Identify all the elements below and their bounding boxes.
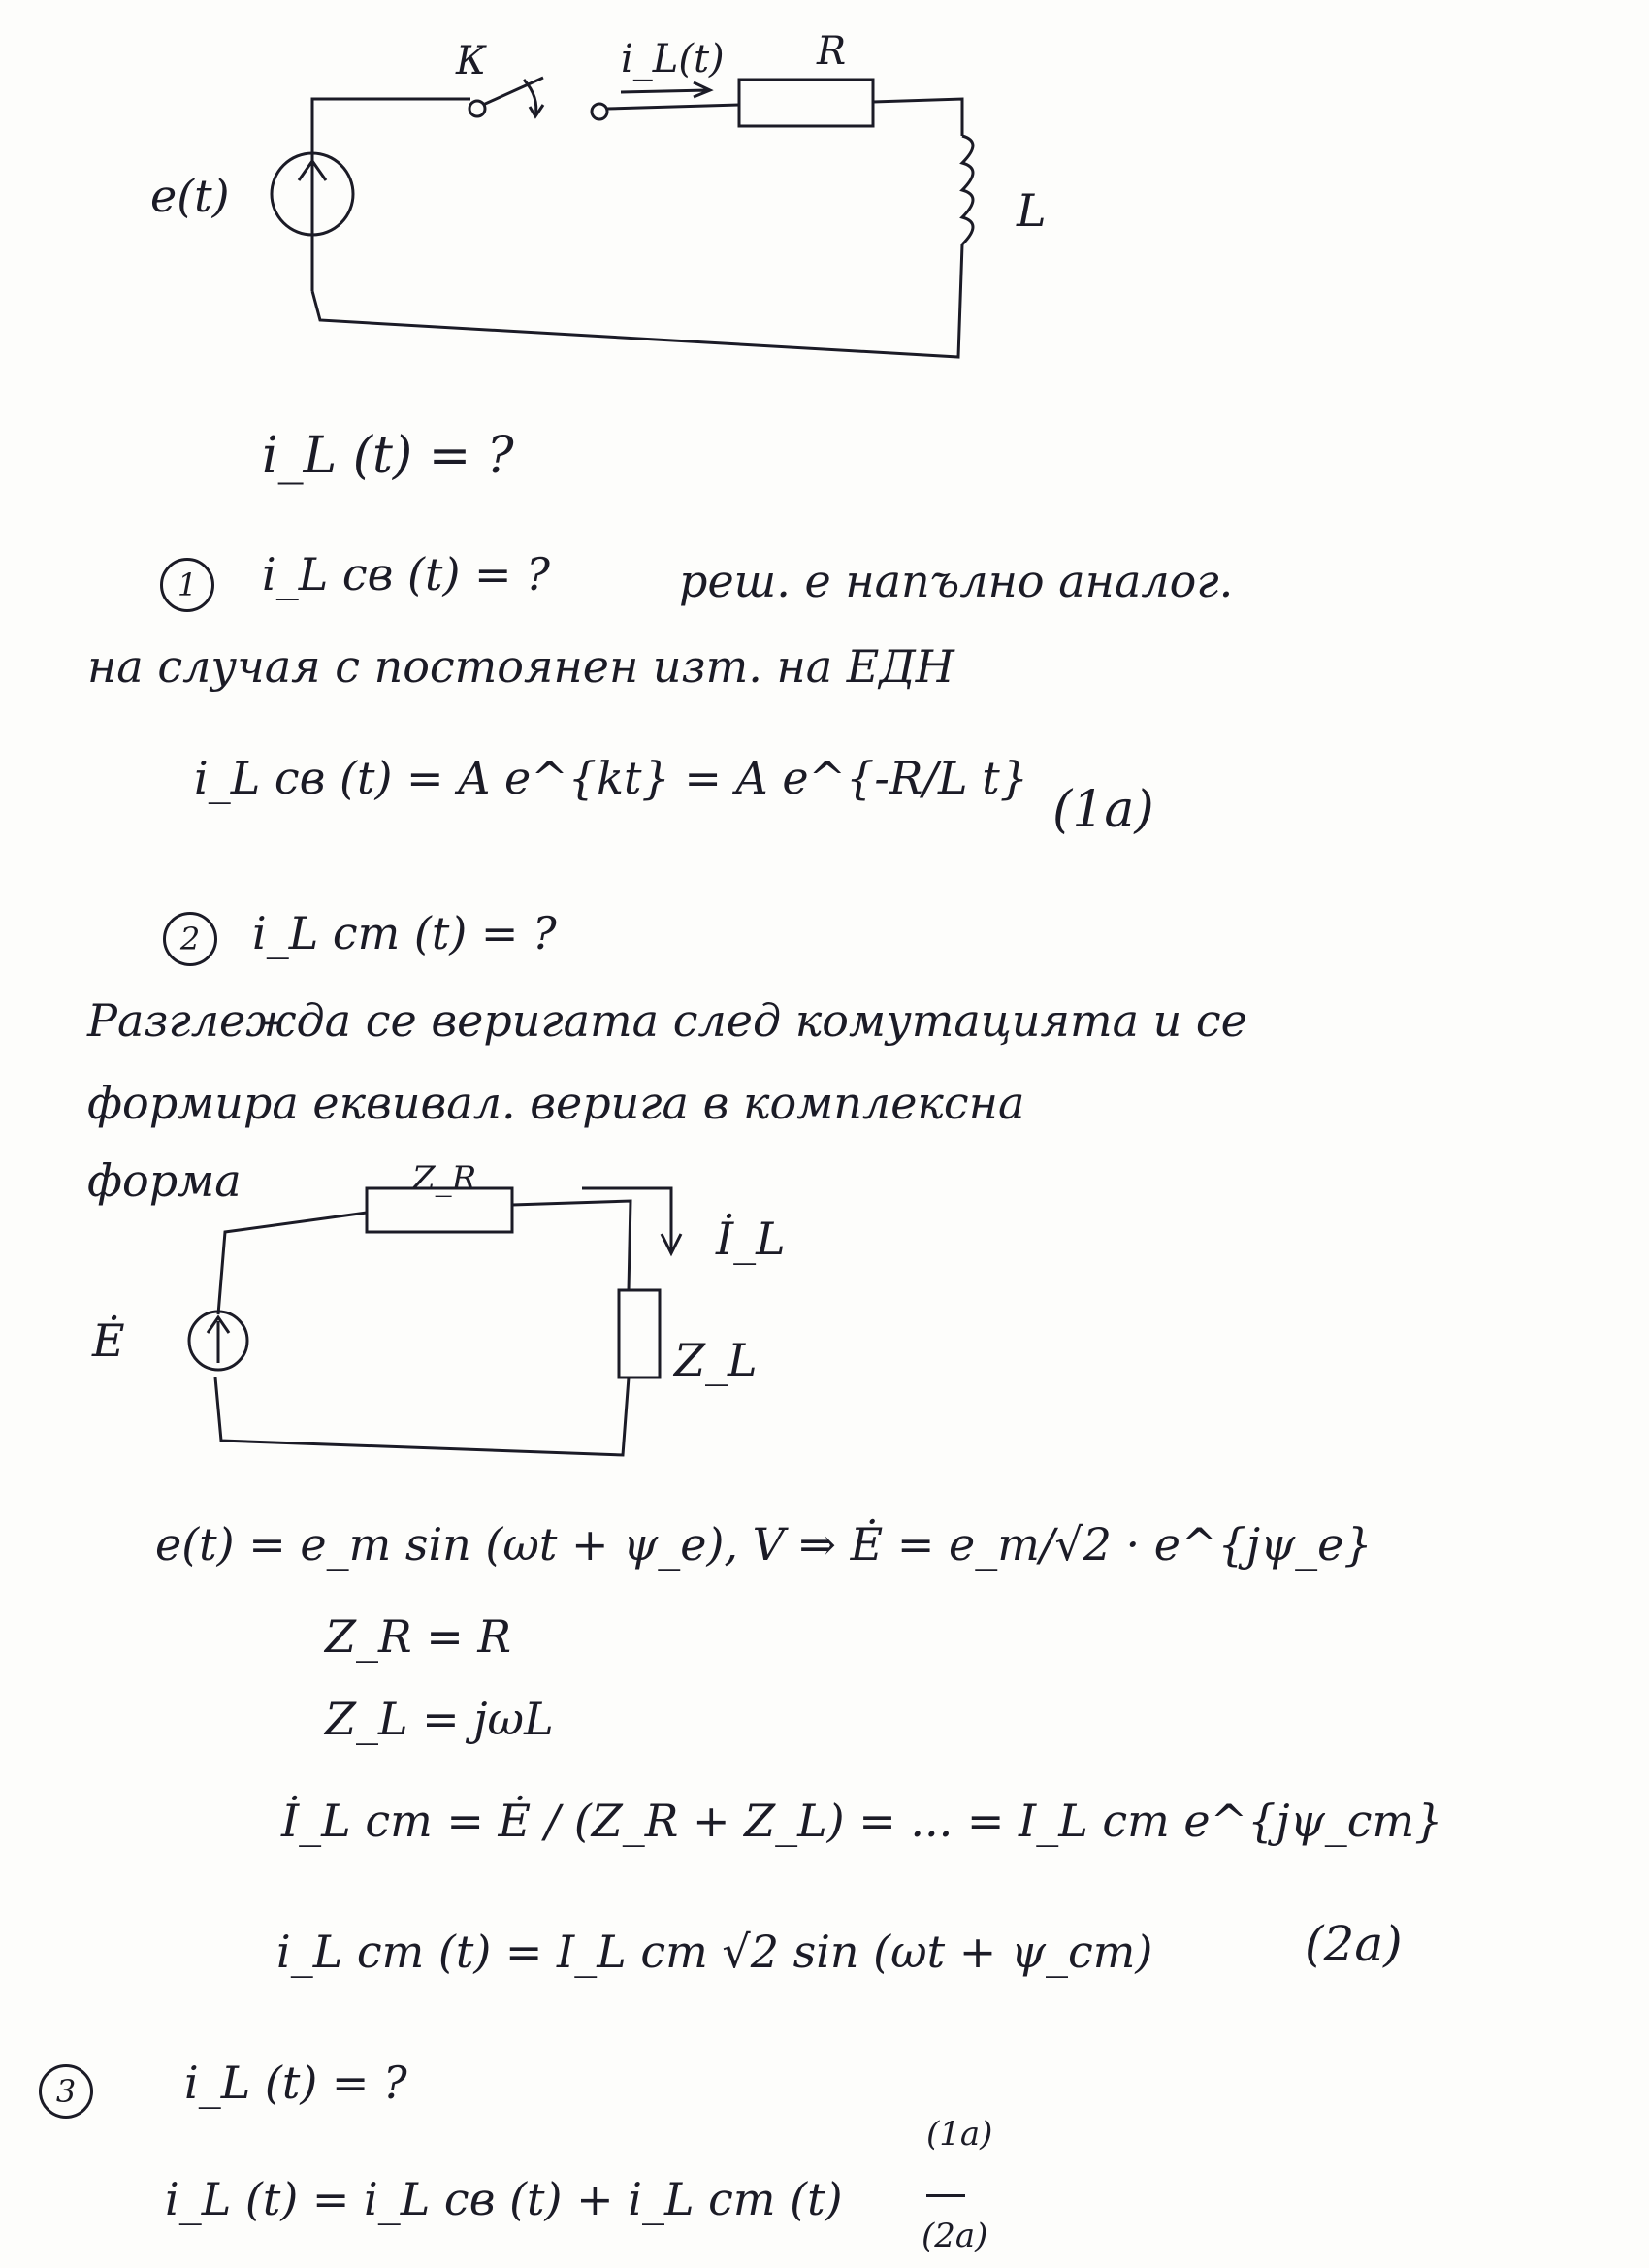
eq-ilct: İ_L ст = Ė / (Z_R + Z_L) = ... = I_L ст e^{jψ_ст} [281,1795,1443,1847]
c1-source-label: e(t) [150,170,230,222]
c2-wire-bottom [215,1377,629,1455]
eq-tag2: (2a) [1305,1916,1403,1972]
c2-current-label: İ_L [716,1213,786,1265]
c2-inductor-impedance [619,1290,660,1377]
eq-zr: Z_R = R [325,1610,512,1663]
c2-wire-right [512,1201,630,1290]
step1-number: 1 [160,558,214,612]
c2-resistor-label: Z_R [412,1159,477,1198]
step2-line3: форма [87,1154,242,1207]
step1-formula: i_L св (t) = A e^{kt} = A e^{-R/L t} [194,752,1028,804]
c1-switch-label: К [456,39,486,83]
step1-text2: на случая с постоянен изт. на ЕДН [87,640,954,693]
step2-number: 2 [163,912,217,966]
step3-final: i_L (t) = i_L св (t) + i_L ст (t) [165,2173,843,2225]
step3-heading: i_L (t) = ? [184,2057,407,2109]
c1-resistor-label: R [817,29,847,74]
c1-inductor-label: L [1017,184,1047,237]
step1-heading: i_L св (t) = ? [262,548,550,600]
step3-ref2: (2a) [922,2217,988,2255]
step3-ref-bar [926,2194,965,2197]
step1-tag: (1a) [1052,781,1154,839]
c2-source-label: Ė [92,1314,125,1367]
step1-text: реш. е напълно аналог. [679,555,1234,607]
step3-ref1: (1a) [926,2115,993,2154]
c2-impedance-label: Z_L [674,1334,758,1386]
step3-number: 3 [39,2064,93,2119]
c2-wire-left-top [218,1213,367,1314]
eq-zl: Z_L = jωL [325,1693,554,1745]
eq-ilt: i_L ст (t) = I_L ст √2 sin (ωt + ψ_ст) [276,1926,1153,1978]
c1-current-label: i_L(t) [621,37,725,81]
main-question: i_L (t) = ? [262,427,514,485]
step2-line2: формира еквивал. верига в комплексна [87,1077,1025,1129]
step2-line1: Разглежда се веригата след комутацията и се [87,994,1247,1047]
step2-heading: i_L ст (t) = ? [252,907,557,959]
eq-emf: e(t) = e_m sin (ωt + ψ_e), V ⇒ Ė = e_m/√2 · e^{jψ_e} [155,1518,1373,1571]
c2-source-arrow [208,1317,229,1363]
